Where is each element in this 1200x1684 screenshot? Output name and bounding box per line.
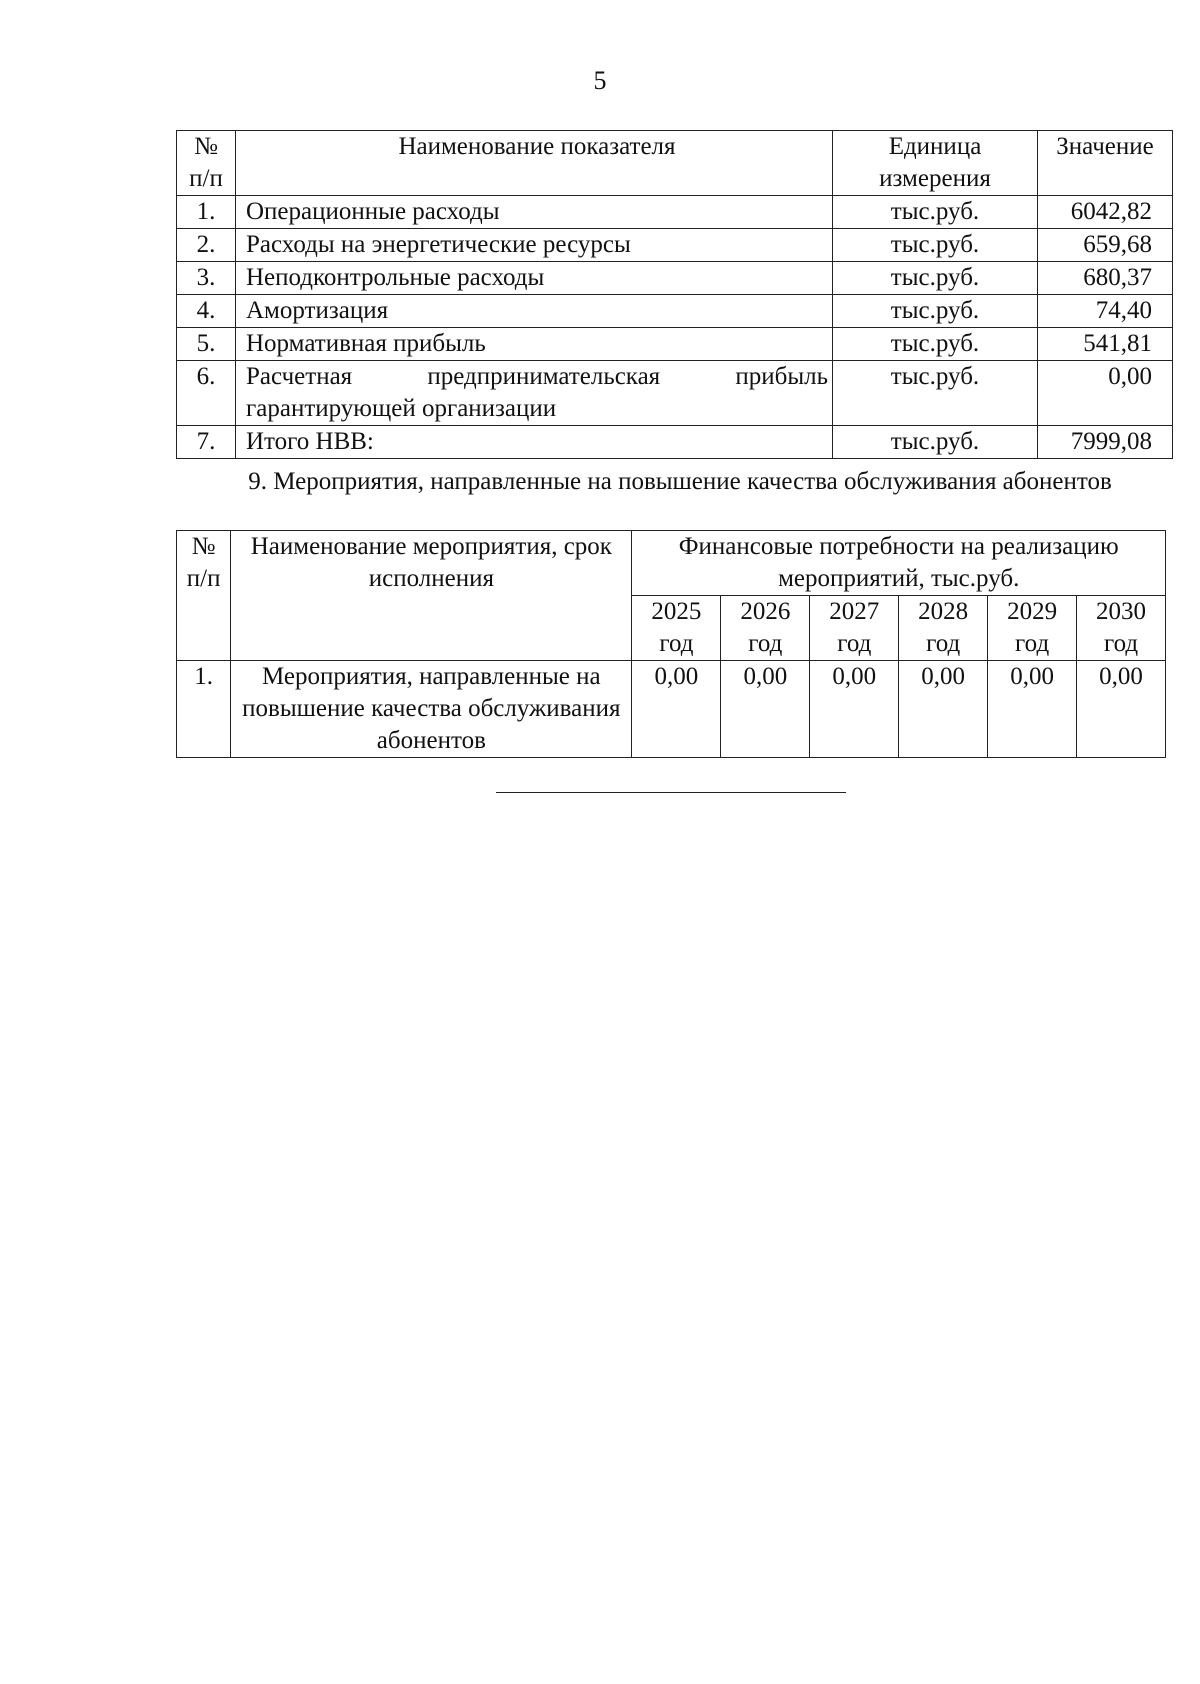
table-row	[177, 661, 1166, 758]
measures-table	[176, 530, 1166, 758]
row-num: 5.	[177, 328, 236, 361]
header-indicator-name: Наименование показателя	[236, 131, 833, 196]
indicators-table-header	[177, 131, 1173, 196]
row-num: 2.	[177, 229, 236, 262]
row-indicator-name: Операционные расходы	[236, 196, 833, 229]
table-row	[177, 295, 1173, 328]
table-row-total	[177, 426, 1173, 459]
row-measure-name: Мероприятия, направленные на повышение качества обслуживания абонентов	[231, 661, 632, 758]
row-year-value: 0,00	[632, 661, 721, 758]
row-unit: тыс.руб.	[833, 361, 1038, 426]
row-year-value: 0,00	[899, 661, 988, 758]
row-unit: тыс.руб.	[833, 229, 1038, 262]
row-num: 1.	[177, 661, 231, 758]
header-year: 2027 год	[810, 596, 899, 661]
row-indicator-name: Расходы на энергетические ресурсы	[236, 229, 833, 262]
measures-table-header	[177, 531, 1166, 596]
row-value: 7999,08	[1038, 426, 1173, 459]
row-value: 680,37	[1038, 262, 1173, 295]
end-of-document-line	[496, 792, 846, 793]
table-row	[177, 328, 1173, 361]
row-num: 1.	[177, 196, 236, 229]
row-indicator-name: Амортизация	[236, 295, 833, 328]
row-indicator-name: Расчетная предпринимательская прибыль гарантирующей организации	[236, 361, 833, 426]
row-unit: тыс.руб.	[833, 328, 1038, 361]
header-value: Значение	[1038, 131, 1173, 196]
row-num: 3.	[177, 262, 236, 295]
section-9-title: 9. Мероприятия, направленные на повышение качества обслуживания абонентов	[248, 468, 1112, 495]
row-unit: тыс.руб.	[833, 295, 1038, 328]
row-year-value: 0,00	[810, 661, 899, 758]
row-unit: тыс.руб.	[833, 426, 1038, 459]
row-num: 4.	[177, 295, 236, 328]
page-number: 5	[593, 66, 607, 95]
header-year: 2029 год	[988, 596, 1077, 661]
row-value: 541,81	[1038, 328, 1173, 361]
row-num: 6.	[177, 361, 236, 426]
indicators-table	[176, 130, 1173, 459]
header-financial-needs: Финансовые потребности на реализацию мероприятий, тыс.руб.	[632, 531, 1166, 596]
row-year-value: 0,00	[988, 661, 1077, 758]
row-value: 0,00	[1038, 361, 1173, 426]
row-year-value: 0,00	[721, 661, 810, 758]
header-year: 2030 год	[1077, 596, 1166, 661]
row-indicator-name: Неподконтрольные расходы	[236, 262, 833, 295]
row-unit: тыс.руб.	[833, 262, 1038, 295]
table-row	[177, 196, 1173, 229]
header-num: № п/п	[177, 531, 231, 661]
header-year: 2026 год	[721, 596, 810, 661]
row-value: 74,40	[1038, 295, 1173, 328]
table-row	[177, 361, 1173, 426]
row-value: 659,68	[1038, 229, 1173, 262]
row-unit: тыс.руб.	[833, 196, 1038, 229]
row-value: 6042,82	[1038, 196, 1173, 229]
header-num: № п/п	[177, 131, 236, 196]
header-measure-name: Наименование мероприятия, срок исполнения	[231, 531, 632, 661]
row-year-value: 0,00	[1077, 661, 1166, 758]
header-unit: Единица измерения	[833, 131, 1038, 196]
table-row	[177, 229, 1173, 262]
header-year: 2025 год	[632, 596, 721, 661]
row-indicator-name: Нормативная прибыль	[236, 328, 833, 361]
header-year: 2028 год	[899, 596, 988, 661]
row-indicator-name: Итого НВВ:	[236, 426, 833, 459]
table-row	[177, 262, 1173, 295]
row-num: 7.	[177, 426, 236, 459]
